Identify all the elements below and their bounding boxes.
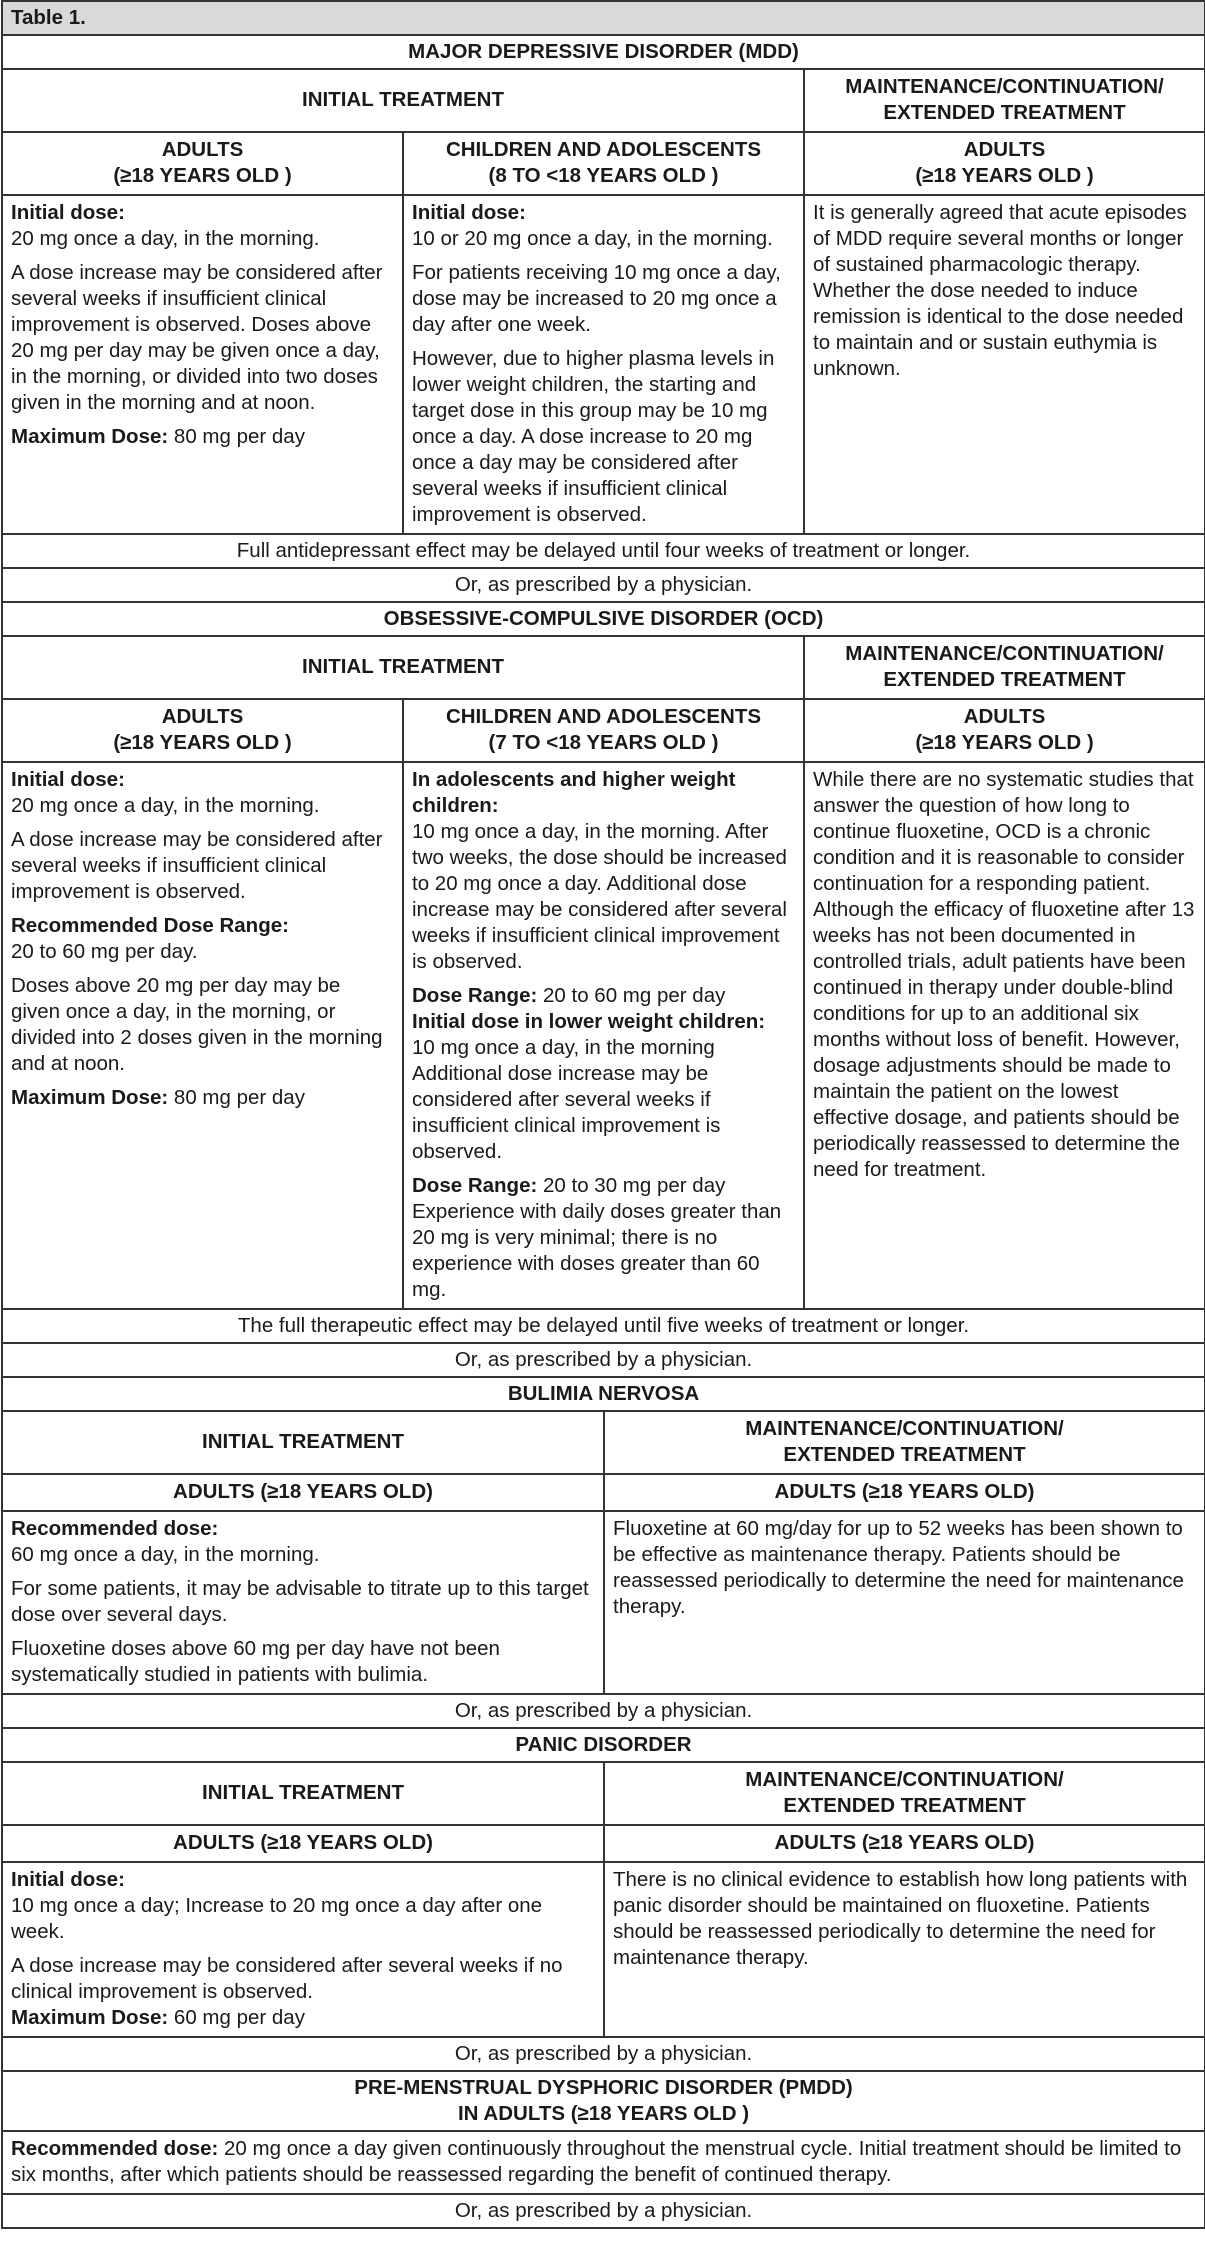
bulimia-initial-treatment-header: INITIAL TREATMENT (2, 1411, 604, 1474)
bulimia-initial-cell: Recommended dose: 60 mg once a day, in the morning. For some patients, it may be advisable to titrate up to this target dose over several days. Fluoxetine doses above 60 mg per day have not been systematically studied in patients with bulimia. (2, 1511, 604, 1694)
mdd-maintenance-header: MAINTENANCE/CONTINUATION/ EXTENDED TREATMENT (804, 69, 1205, 132)
mdd-children-cell: Initial dose: 10 or 20 mg once a day, in the morning. For patients receiving 10 mg once a day, dose may be increased to 20 mg once a day after one week. However, due to higher plasma levels in lower weight children, the starting and target dose in this group may be 10 mg once a day. A dose increase to 20 mg once a day may be considered after several weeks if insufficient clinical improvement is observed. (403, 195, 804, 534)
mdd-note-physician: Or, as prescribed by a physician. (2, 568, 1205, 602)
panic-note-physician: Or, as prescribed by a physician. (2, 2037, 1205, 2071)
bulimia-title: BULIMIA NERVOSA (2, 1377, 1205, 1411)
mdd-adults-cell: Initial dose: 20 mg once a day, in the morning. A dose increase may be considered after several weeks if insufficient clinical improvement is observed. Doses above 20 mg per day may be given once a day, in the morning, or divided into two doses given in the morning and at noon. Maximum Dose: 80 mg per day (2, 195, 403, 534)
panic-maintenance-adults-header: ADULTS (≥18 YEARS OLD) (604, 1825, 1205, 1862)
bulimia-note-physician: Or, as prescribed by a physician. (2, 1694, 1205, 1728)
panic-initial-cell: Initial dose: 10 mg once a day; Increase to 20 mg once a day after one week. A dose increase may be considered after several weeks if no clinical improvement is observed. Maximum Dose: 60 mg per day (2, 1862, 604, 2037)
panic-maintenance-cell: There is no clinical evidence to establish how long patients with panic disorder should be maintained on fluoxetine. Patients should be reassessed periodically to determine the need for maintenance therapy. (604, 1862, 1205, 2037)
panic-initial-adults-header: ADULTS (≥18 YEARS OLD) (2, 1825, 604, 1862)
mdd-initial-treatment-header: INITIAL TREATMENT (2, 69, 804, 132)
panic-initial-treatment-header: INITIAL TREATMENT (2, 1762, 604, 1825)
mdd-adults-column-header: ADULTS (≥18 YEARS OLD ) (2, 132, 403, 195)
panic-maintenance-header: MAINTENANCE/CONTINUATION/ EXTENDED TREATMENT (604, 1762, 1205, 1825)
ocd-maintenance-cell: While there are no systematic studies that answer the question of how long to continue fluoxetine, OCD is a chronic condition and it is reasonable to consider continuation for a responding patient. Although the efficacy of fluoxetine after 13 weeks has not been documented in controlled trials, adult patients have been continued in therapy under double-blind conditions for up to an additional six months without loss of benefit. However, dosage adjustments should be made to maintain the patient on the lowest effective dosage, and patients should be periodically reassessed to determine the need for treatment. (804, 762, 1205, 1309)
mdd-maintenance-adults-header: ADULTS (≥18 YEARS OLD ) (804, 132, 1205, 195)
panic-title: PANIC DISORDER (2, 1728, 1205, 1762)
ocd-children-column-header: CHILDREN AND ADOLESCENTS (7 TO <18 YEARS OLD ) (403, 699, 804, 762)
mdd-note-effect: Full antidepressant effect may be delayed until four weeks of treatment or longer. (2, 534, 1205, 568)
dosage-table (1, 0, 1205, 2229)
pmdd-title: PRE-MENSTRUAL DYSPHORIC DISORDER (PMDD) IN ADULTS (≥18 YEARS OLD ) (2, 2071, 1205, 2131)
ocd-maintenance-header: MAINTENANCE/CONTINUATION/ EXTENDED TREATMENT (804, 636, 1205, 699)
pmdd-note-physician: Or, as prescribed by a physician. (2, 2194, 1205, 2228)
ocd-children-cell: In adolescents and higher weight children: 10 mg once a day, in the morning. After two weeks, the dose should be increased to 20 mg once a day. Additional dose increase may be considered after several weeks if insufficient clinical improvement is observed. Dose Range: 20 to 60 mg per day Initial dose in lower weight children: 10 mg once a day, in the morning Additional dose increase may be considered after several weeks if insufficient clinical improvement is observed. Dose Range: 20 to 30 mg per day Experience with daily doses greater than 20 mg is very minimal; there is no experience with doses greater than 60 mg. (403, 762, 804, 1309)
mdd-title: MAJOR DEPRESSIVE DISORDER (MDD) (2, 35, 1205, 69)
ocd-adults-cell: Initial dose: 20 mg once a day, in the morning. A dose increase may be considered after several weeks if insufficient clinical improvement is observed. Recommended Dose Range: 20 to 60 mg per day. Doses above 20 mg per day may be given once a day, in the morning, or divided into 2 doses given in the morning and at noon. Maximum Dose: 80 mg per day (2, 762, 403, 1309)
bulimia-maintenance-cell: Fluoxetine at 60 mg/day for up to 52 weeks has been shown to be effective as maintenance therapy. Patients should be reassessed periodically to determine the need for maintenance therapy. (604, 1511, 1205, 1694)
bulimia-initial-adults-header: ADULTS (≥18 YEARS OLD) (2, 1474, 604, 1511)
ocd-adults-column-header: ADULTS (≥18 YEARS OLD ) (2, 699, 403, 762)
ocd-maintenance-adults-header: ADULTS (≥18 YEARS OLD ) (804, 699, 1205, 762)
mdd-children-column-header: CHILDREN AND ADOLESCENTS (8 TO <18 YEARS OLD ) (403, 132, 804, 195)
ocd-initial-treatment-header: INITIAL TREATMENT (2, 636, 804, 699)
ocd-title: OBSESSIVE-COMPULSIVE DISORDER (OCD) (2, 602, 1205, 636)
table-caption: Table 1. (2, 1, 1205, 35)
ocd-note-physician: Or, as prescribed by a physician. (2, 1343, 1205, 1377)
bulimia-maintenance-header: MAINTENANCE/CONTINUATION/ EXTENDED TREATMENT (604, 1411, 1205, 1474)
pmdd-dose-cell: Recommended dose: 20 mg once a day given continuously throughout the menstrual cycle. Initial treatment should be limited to six months, after which patients should be reassessed regarding the benefit of continued therapy. (2, 2131, 1205, 2194)
mdd-maintenance-cell: It is generally agreed that acute episodes of MDD require several months or longer of sustained pharmacologic therapy. Whether the dose needed to induce remission is identical to the dose needed to maintain and or sustain euthymia is unknown. (804, 195, 1205, 534)
ocd-note-effect: The full therapeutic effect may be delayed until five weeks of treatment or longer. (2, 1309, 1205, 1343)
bulimia-maintenance-adults-header: ADULTS (≥18 YEARS OLD) (604, 1474, 1205, 1511)
